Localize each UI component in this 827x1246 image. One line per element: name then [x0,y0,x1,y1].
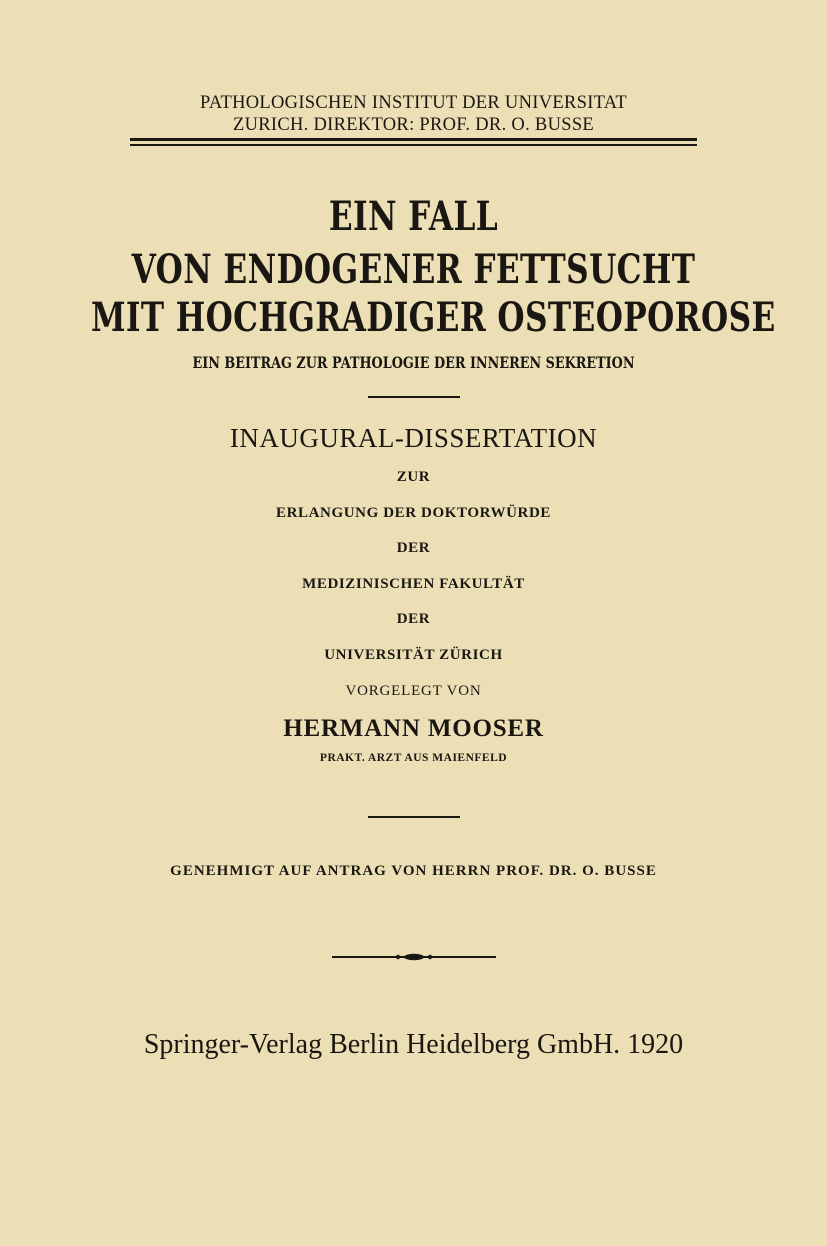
author-description: PRAKT. ARZT AUS MAIENFELD [319,752,508,764]
title-line-2: VON ENDOGENER FETTSUCHT [131,246,696,293]
der-text-1: DER [396,540,431,556]
universitaet-text: UNIVERSITÄT ZÜRICH [324,647,503,663]
fakultaet-text: MEDIZINISCHEN FAKULTÄT [302,576,525,592]
header-rule-thick [130,138,697,141]
zur-text: ZUR [396,469,431,485]
erlangung-text: ERLANGUNG DER DOKTORWÜRDE [275,505,552,521]
title-divider [368,396,460,398]
institute-line-1: PATHOLOGISCHEN INSTITUT DER UNIVERSITAT [200,93,627,113]
vorgelegt-text: VORGELEGT VON [345,683,482,699]
author-name: HERMANN MOOSER [283,715,544,742]
subtitle: EIN BEITRAG ZUR PATHOLOGIE DER INNEREN SEKRETION [192,353,635,372]
approval-text: GENEHMIGT AUF ANTRAG VON HERRN PROF. DR. O. BUSSE [170,863,657,879]
ornament-divider [330,950,498,964]
dissertation-heading: INAUGURAL-DISSERTATION [229,423,598,453]
header-rule-thin [130,144,697,146]
der-text-2: DER [396,611,431,627]
author-divider [368,816,460,818]
publisher-line: Springer-Verlag Berlin Heidelberg GmbH. 1920 [143,1029,684,1060]
title-line-3: MIT HOCHGRADIGER OSTEOPOROSE [90,294,776,341]
title-line-1: EIN FALL [328,193,499,240]
institute-line-2: ZURICH. DIREKTOR: PROF. DR. O. BUSSE [232,115,595,135]
